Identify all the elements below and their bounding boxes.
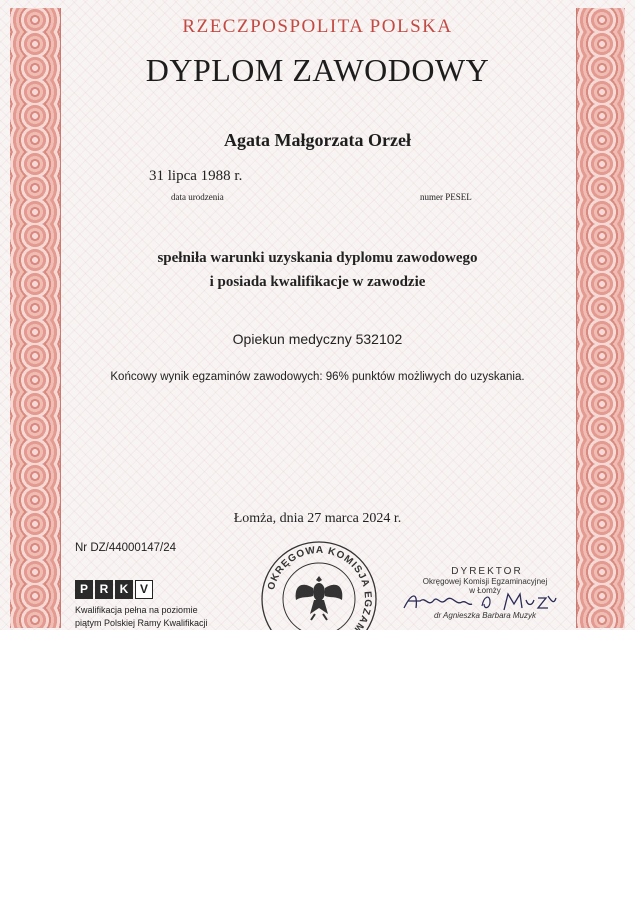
seal-text: OKRĘGOWA KOMISJA EGZAMINACYJNA [265,544,374,654]
birth-date: 31 lipca 1988 r. [149,168,243,184]
signatory-name: dr Agnieszka Barbara Muzyk [434,611,536,620]
signatory-commission: Okręgowej Komisji Egzaminacyjnej [422,577,548,586]
signatory-role: DYREKTOR [451,566,523,577]
profession: Opiekun medyczny 532102 [232,331,403,347]
diploma-number: Nr DZ/44000147/24 [75,542,177,554]
left-frame-line [60,8,61,628]
prkv-letter: K [115,580,133,599]
eagle-emblem-icon [296,576,343,620]
prkv-description-line-1: Kwalifikacja pełna na poziomie [75,605,198,615]
birth-date-label: data urodzenia [171,192,224,202]
country-heading: RZECZPOSPOLITA POLSKA [182,16,453,37]
prkv-letter: R [95,580,113,599]
holder-name: Agata Małgorzata Orzeł [224,130,411,150]
prkv-description-line-2: piątym Polskiej Ramy Kwalifikacji [75,618,208,628]
right-frame-line [576,8,577,628]
right-ornamental-border [577,8,625,628]
exam-result: Końcowy wynik egzaminów zawodowych: 96% punktów możliwych do uzyskania. [110,371,525,383]
statement-line-1: spełniła warunki uzyskania dyplomu zawodowego [157,250,478,266]
prkv-letter: V [135,580,153,599]
diploma-title: DYPLOM ZAWODOWY [145,52,490,88]
pesel-label: numer PESEL [420,192,472,202]
left-ornamental-border [10,8,60,628]
official-seal-icon [260,540,378,654]
prkv-letter: P [75,580,93,599]
prkv-logo [75,580,153,599]
signatory-city: w Łomży [469,586,501,595]
place-and-date: Łomża, dnia 27 marca 2024 r. [233,511,402,526]
prkv-description [75,604,208,630]
statement-line-2: i posiada kwalifikacje w zawodzie [209,274,426,290]
